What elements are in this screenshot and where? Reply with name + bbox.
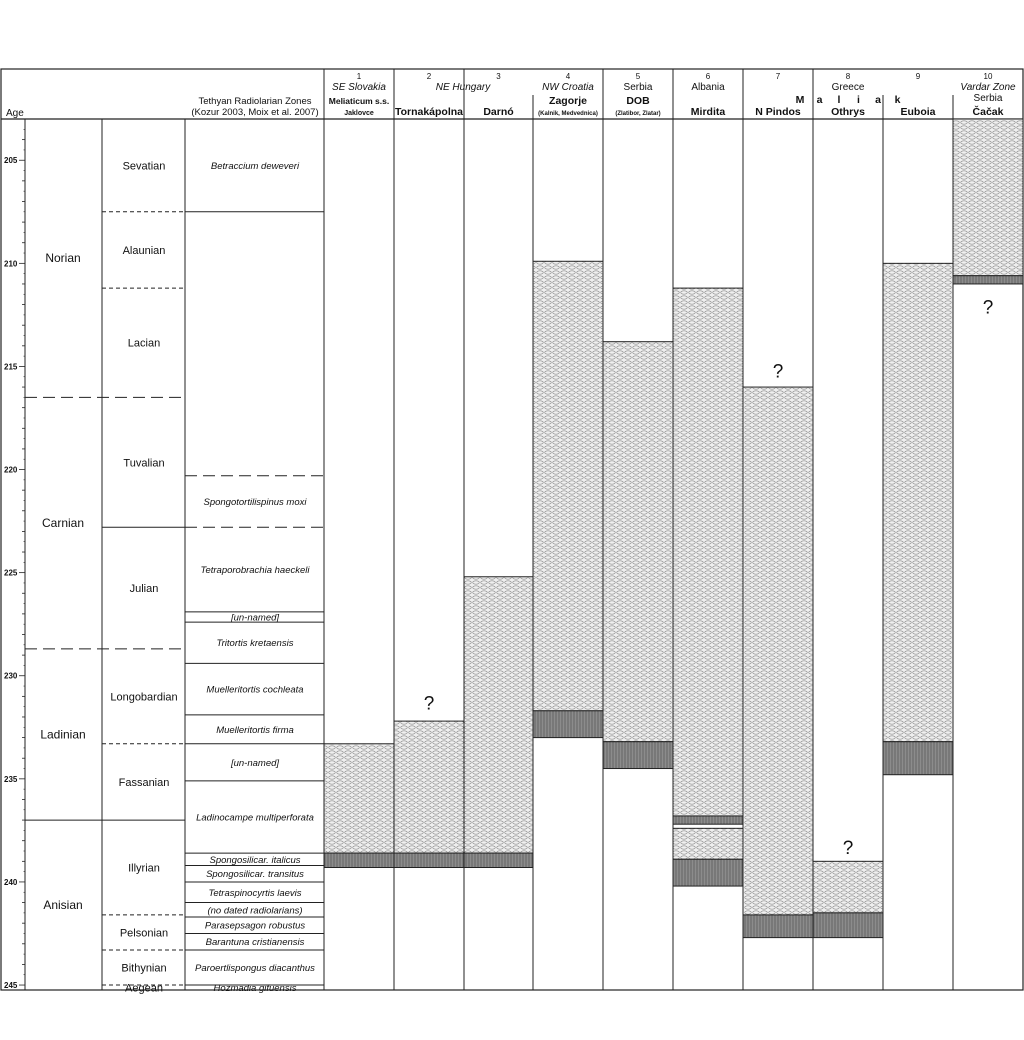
age-tick-label: 210 xyxy=(4,259,18,269)
basal-unit xyxy=(603,742,673,769)
column-locality-name: Meliaticum s.s. xyxy=(328,96,390,106)
zones-reference: (Kozur 2003, Moix et al. 2007) xyxy=(191,107,319,118)
column-number: 2 xyxy=(426,72,432,81)
column-region: Serbia xyxy=(623,82,653,93)
maliak-letter: i xyxy=(857,94,860,106)
column-number: 10 xyxy=(983,72,993,81)
region-maliak xyxy=(796,94,901,106)
zone-label: [un-named] xyxy=(230,612,280,624)
column-region-sub: Serbia xyxy=(973,93,1003,104)
maliak-letter: k xyxy=(894,94,901,106)
radiolarite-range xyxy=(953,119,1023,276)
zone-label: Tetraspinocyrtis laevis xyxy=(208,887,302,899)
substage-label: Aegean xyxy=(125,982,163,995)
column-region: Greece xyxy=(831,82,865,93)
age-label: Age xyxy=(6,108,24,119)
locality-columns xyxy=(324,69,1023,990)
column-locality-name: DOB xyxy=(626,95,650,107)
substage-label: Illyrian xyxy=(128,862,160,875)
radiolarite-range xyxy=(673,288,743,816)
basal-unit xyxy=(813,913,883,938)
stage-label: Ladinian xyxy=(40,727,86,742)
radiolarite-range xyxy=(324,744,394,853)
substage-label: Pelsonian xyxy=(119,927,169,940)
column-number: 8 xyxy=(845,72,851,81)
uncertain-top-marker: ? xyxy=(423,693,435,715)
radiolarite-range xyxy=(394,721,464,853)
stage-label: Carnian xyxy=(41,516,85,531)
column-locality-name: N Pindos xyxy=(755,106,801,118)
zone-label: Spongosilicar. italicus xyxy=(209,854,301,866)
column-number: 7 xyxy=(775,72,781,81)
column-number: 6 xyxy=(705,72,711,81)
age-tick-label: 205 xyxy=(4,156,18,166)
age-axis-ticks xyxy=(4,119,25,990)
column-region: SE Slovakia xyxy=(332,82,386,93)
age-tick-label: 225 xyxy=(4,568,18,578)
column-locality-sub: (Kalnik, Medvednica) xyxy=(538,111,598,117)
substage-label: Sevatian xyxy=(122,160,166,173)
substage-label: Lacian xyxy=(127,337,161,350)
column-number: 1 xyxy=(356,72,362,81)
column-locality-sub: Jaklovce xyxy=(344,110,374,117)
age-tick-label: 220 xyxy=(4,465,18,475)
column-number: 3 xyxy=(496,72,501,81)
zone-label: Muelleritortis firma xyxy=(216,724,294,736)
radiolarite-range xyxy=(743,387,813,915)
age-tick-label: 245 xyxy=(4,981,18,991)
substage-label: Longobardian xyxy=(110,691,178,704)
radiolarite-range xyxy=(464,577,533,853)
zone-label: (no dated radiolarians) xyxy=(207,905,303,917)
substage-label: Bithynian xyxy=(121,962,167,975)
region-ne-hungary: NE Hungary xyxy=(435,82,491,93)
radiolarite-range xyxy=(533,261,603,711)
radiolarite-range xyxy=(883,263,953,741)
column-region: NW Croatia xyxy=(542,82,594,93)
substages-column xyxy=(102,160,185,994)
basal-unit-lower xyxy=(673,859,743,886)
uncertain-top-marker: ? xyxy=(842,837,854,859)
column-locality-name: Othrys xyxy=(831,106,865,118)
column-locality-name: Zagorje xyxy=(549,95,587,107)
maliak-letter: l xyxy=(837,94,841,106)
stages-column xyxy=(25,251,185,912)
radiolarite-range xyxy=(813,861,883,913)
stage-label: Anisian xyxy=(43,898,83,913)
basal-unit xyxy=(883,742,953,775)
basal-unit xyxy=(324,853,394,867)
column-region: Albania xyxy=(691,82,725,93)
basal-unit xyxy=(533,711,603,738)
zone-label: Muelleritortis cochleata xyxy=(206,684,304,696)
maliak-letter: a xyxy=(875,94,881,106)
zone-label: Hozmadia gifuensis xyxy=(213,983,297,995)
zones-title: Tethyan Radiolarian Zones xyxy=(198,96,312,107)
age-tick-label: 235 xyxy=(4,774,18,784)
basal-unit xyxy=(394,853,464,867)
zone-label: Paroertlispongus diacanthus xyxy=(195,963,315,975)
maliak-letter: M xyxy=(795,94,805,106)
uncertain-top-marker: ? xyxy=(982,297,994,319)
stage-label: Norian xyxy=(45,251,81,266)
substage-label: Julian xyxy=(129,583,159,596)
basal-unit xyxy=(673,816,743,824)
radiolarite-range xyxy=(603,342,673,742)
zone-label: Spongosilicar. transitus xyxy=(206,869,304,881)
column-locality-name: Darnó xyxy=(483,106,514,118)
substage-label: Tuvalian xyxy=(123,457,165,470)
column-number: 4 xyxy=(565,72,571,81)
substage-label: Alaunian xyxy=(122,244,166,257)
basal-unit xyxy=(743,915,813,938)
column-region: Vardar Zone xyxy=(960,82,1016,93)
uncertain-top-marker: ? xyxy=(772,361,784,383)
radiolarian-zones-column xyxy=(185,161,324,994)
zone-label: Parasepsagon robustus xyxy=(204,920,306,932)
substage-label: Fassanian xyxy=(118,776,170,789)
basal-unit xyxy=(464,853,533,867)
zone-label: Betraccium deweveri xyxy=(210,160,300,172)
zone-label: Barantuna cristianensis xyxy=(205,937,305,949)
radiolarite-range-lower xyxy=(673,828,743,859)
column-number: 9 xyxy=(915,72,921,81)
column-locality-name: Tornakápolna xyxy=(394,106,464,118)
basal-unit xyxy=(953,276,1023,284)
zone-label: Ladinocampe multiperforata xyxy=(196,812,314,824)
column-number: 5 xyxy=(635,72,641,81)
column-locality-name: Euboia xyxy=(900,106,936,118)
zone-label: Tritortis kretaensis xyxy=(216,638,294,650)
column-locality-sub: (Zlatibor, Zlatar) xyxy=(615,111,661,117)
zone-label: Spongotortilispinus moxi xyxy=(203,497,307,509)
maliak-letter: a xyxy=(816,94,823,106)
column-locality-name: Mirdita xyxy=(690,106,726,118)
age-tick-label: 215 xyxy=(4,362,18,372)
zone-label: Tetraporobrachia haeckeli xyxy=(200,565,310,577)
zone-label: [un-named] xyxy=(230,757,280,769)
age-tick-label: 240 xyxy=(4,877,18,887)
age-tick-label: 230 xyxy=(4,671,18,681)
column-locality-name: Čačak xyxy=(972,106,1004,118)
